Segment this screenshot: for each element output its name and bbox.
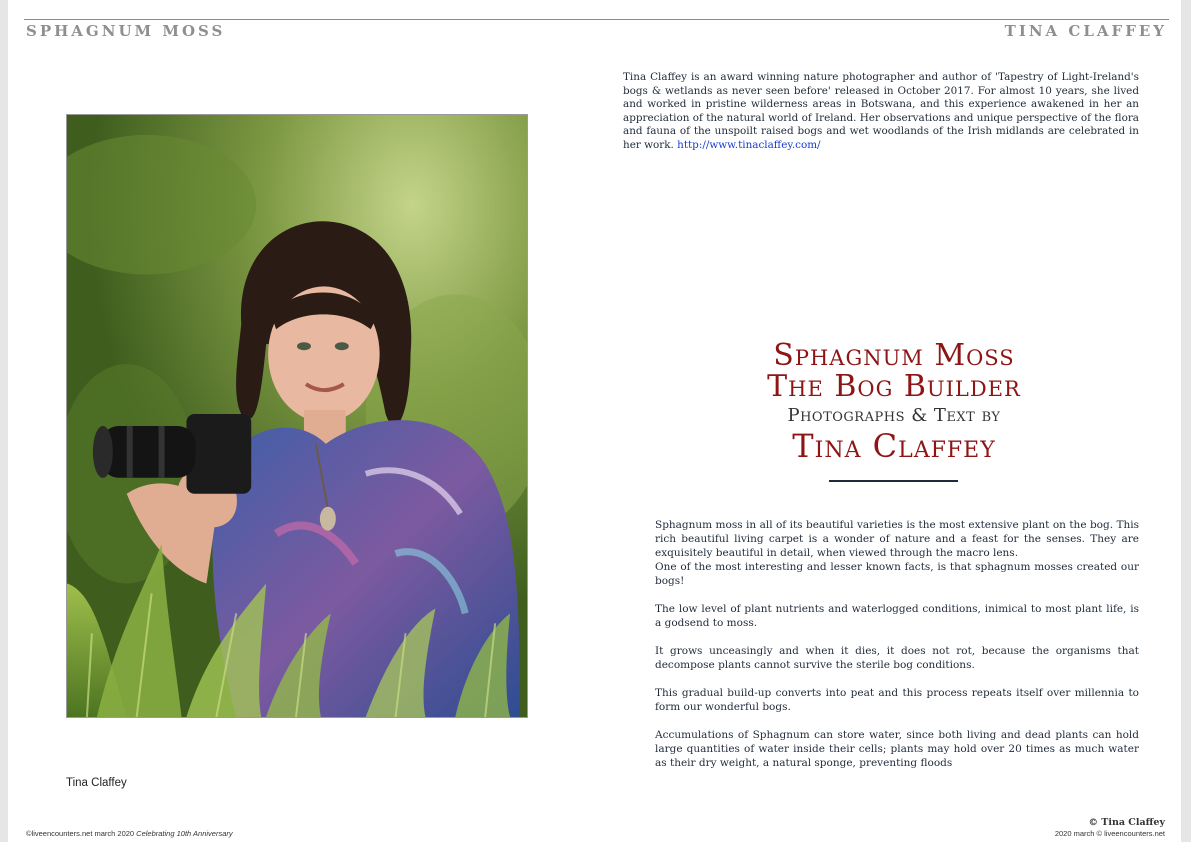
article-title-line-2: The Bog Builder [767, 369, 1021, 404]
author-bio [623, 71, 1139, 153]
body-paragraph: One of the most interesting and lesser known facts, is that sphagnum mosses created our bogs! [655, 561, 1139, 587]
header-rule [24, 19, 1169, 20]
portrait-illustration [67, 115, 527, 717]
footer-left-prefix: ©liveencounters.net march 2020 [26, 829, 137, 838]
author-website-link[interactable]: http://www.tinaclaffey.com/ [677, 138, 821, 151]
running-header-right: TINA CLAFFEY [1004, 22, 1167, 40]
article-byline-label: Photographs & Text by [787, 405, 1001, 426]
author-bio-text: Tina Claffey is an award winning nature photographer and author of 'Tapestry of Light-Ireland's bogs & wetlands as never seen before' released in October 2017. For almost 10 years, she lived and worked in pristine wilderness areas in Botswana, and this experience awakened in her an appreciation of the natural world of Ireland. Her observations and unique perspective of the flora and fauna of the unspoilt raised bogs and wet woodlands of the Irish midlands are celebrated in her work. [623, 71, 1139, 151]
footer-right: 2020 march © liveencounters.net [1054, 829, 1165, 838]
footer-anniversary: Celebrating 10th Anniversary [136, 829, 233, 838]
running-header-left: SPHAGNUM MOSS [26, 22, 226, 40]
body-paragraph: It grows unceasingly and when it dies, it does not rot, because the organisms that decompose plants cannot survive the sterile bog conditions. [655, 645, 1139, 671]
title-divider [829, 480, 958, 482]
author-portrait-photo [66, 114, 528, 718]
page-edge-left [0, 0, 8, 842]
article-title-line-1: Sphagnum Moss [773, 338, 1015, 373]
body-paragraph: Accumulations of Sphagnum can store water, since both living and dead plants can hold large quantities of water inside their cells; plants may hold over 20 times as much water as their dry weight, a natural sponge, preventing floods [655, 729, 1139, 769]
footer-left [26, 829, 233, 838]
page-edge-right [1181, 0, 1191, 842]
photo-caption: Tina Claffey [66, 777, 127, 789]
article-title-block [700, 340, 1088, 464]
body-paragraph: This gradual build-up converts into peat and this process repeats itself over millennia to form our wonderful bogs. [655, 687, 1139, 713]
article-author-name: Tina Claffey [792, 427, 996, 465]
body-paragraph: Sphagnum moss in all of its beautiful varieties is the most extensive plant on the bog. This rich beautiful living carpet is a wonder of nature and a feast for the senses. They are exquisitely beautiful in detail, when viewed through the macro lens. [655, 519, 1139, 559]
article-body [655, 518, 1139, 770]
photo-copyright: © Tina Claffey [1088, 817, 1165, 828]
body-paragraph: The low level of plant nutrients and waterlogged conditions, inimical to most plant life, is a godsend to moss. [655, 603, 1139, 629]
